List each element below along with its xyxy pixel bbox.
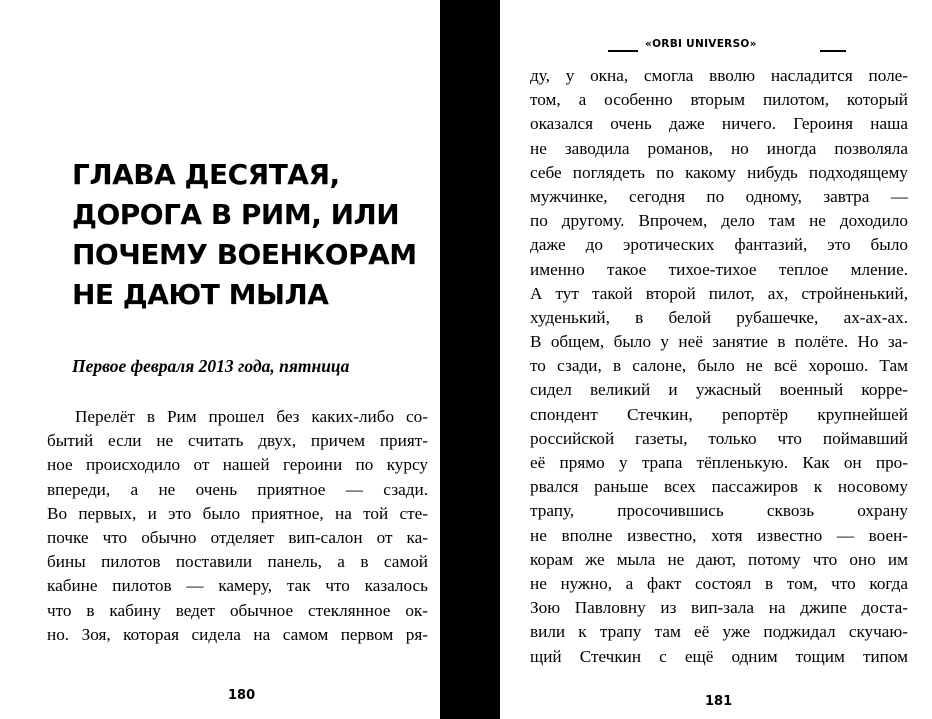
chapter-title [72, 155, 432, 315]
page-number-right: 181 [705, 694, 733, 709]
text-line: бины пилотов поставили панель, а в самой [47, 552, 428, 572]
text-line: что в кабину ведет обычное стеклянное ок- [47, 600, 428, 620]
text-line: бытий если не считать двух, причем прият- [47, 431, 428, 451]
text-line: ное происходило от нашей героини по курсу [47, 455, 428, 475]
text-line: не вполне известно, хотя известно — воен- [530, 525, 908, 545]
text-line: кабине пилотов — камеру, так что казалось [47, 576, 428, 596]
text-line: оказался очень даже ничего. Героиня наша [530, 114, 908, 134]
running-head-rule [608, 50, 638, 52]
text-line: мужчинке, сегодня по одному, завтра — [530, 186, 908, 206]
text-line: именно такое тихое-тихое теплое мление. [530, 259, 908, 279]
running-head: «ORBI UNIVERSO» [645, 38, 757, 50]
text-line: но. Зоя, которая сидела на самом первом ря- [47, 624, 428, 644]
text-line: щий Стечкин с ещё одним тощим типом [530, 646, 908, 666]
text-line: В общем, было у неё занятие в полёте. Но за- [530, 332, 908, 352]
text-line: себе поглядеть по какому нибудь подходящему [530, 162, 908, 182]
page-number-left: 180 [228, 688, 256, 703]
text-line: спондент Стечкин, репортёр крупнейшей [530, 404, 908, 424]
chapter-title-line: ГЛАВА ДЕСЯТАЯ, [72, 158, 340, 191]
text-line: Зою Павловну из вип-зала на джипе доста- [530, 598, 908, 618]
text-line: даже до эротических фантазий, это было [530, 235, 908, 255]
running-head-rule [820, 50, 846, 52]
left-body-text [47, 405, 428, 647]
text-line: рвался раньше всех пассажиров к носовому [530, 477, 908, 497]
text-line: ду, у окна, смогла вволю насладится поле- [530, 66, 908, 85]
text-line: худенький, в белой рубашечке, ах-ах-ах. [530, 307, 908, 327]
chapter-title-line: ПОЧЕМУ ВОЕНКОРАМ [72, 238, 417, 271]
text-line: не заводила романов, но иногда позволяла [530, 138, 908, 158]
right-page [500, 0, 932, 719]
text-line: по другому. Впрочем, дело там не доходило [530, 211, 908, 231]
text-line: впереди, а не очень приятное — сзади. [47, 479, 428, 499]
left-page [0, 0, 440, 719]
text-line: почке что обычно отделяет вип-салон от ка- [47, 527, 428, 547]
text-line: Перелёт в Рим прошел без каких-либо со- [75, 407, 428, 426]
text-line: то сзади, в салоне, было не всё хорошо. Там [530, 356, 908, 376]
chapter-date: Первое февраля 2013 года, пятница [72, 356, 350, 376]
chapter-title-line: ДОРОГА В РИМ, ИЛИ [72, 198, 400, 231]
text-line: не нужно, а факт состоял в том, что когда [530, 573, 908, 593]
chapter-title-line: НЕ ДАЮТ МЫЛА [72, 278, 329, 311]
text-line: том, а особенно вторым пилотом, который [530, 90, 908, 110]
book-gutter [440, 0, 500, 719]
text-line: вили к трапу там её уже поджидал скучаю- [530, 622, 908, 642]
text-line: А тут такой второй пилот, ах, стройненький, [530, 283, 908, 303]
text-line: корам же мыла не дают, потому что оно им [530, 549, 908, 569]
text-line: сидел великий и ужасный военный корре- [530, 380, 908, 400]
text-line: трапу, просочившись сквозь охрану [530, 501, 908, 521]
text-line: Во первых, и это было приятное, на той сте- [47, 503, 428, 523]
text-line: российской газеты, только что поймавший [530, 428, 908, 448]
right-body-text [530, 64, 908, 669]
text-line: её прямо у трапа тёпленькую. Как он про- [530, 453, 908, 472]
